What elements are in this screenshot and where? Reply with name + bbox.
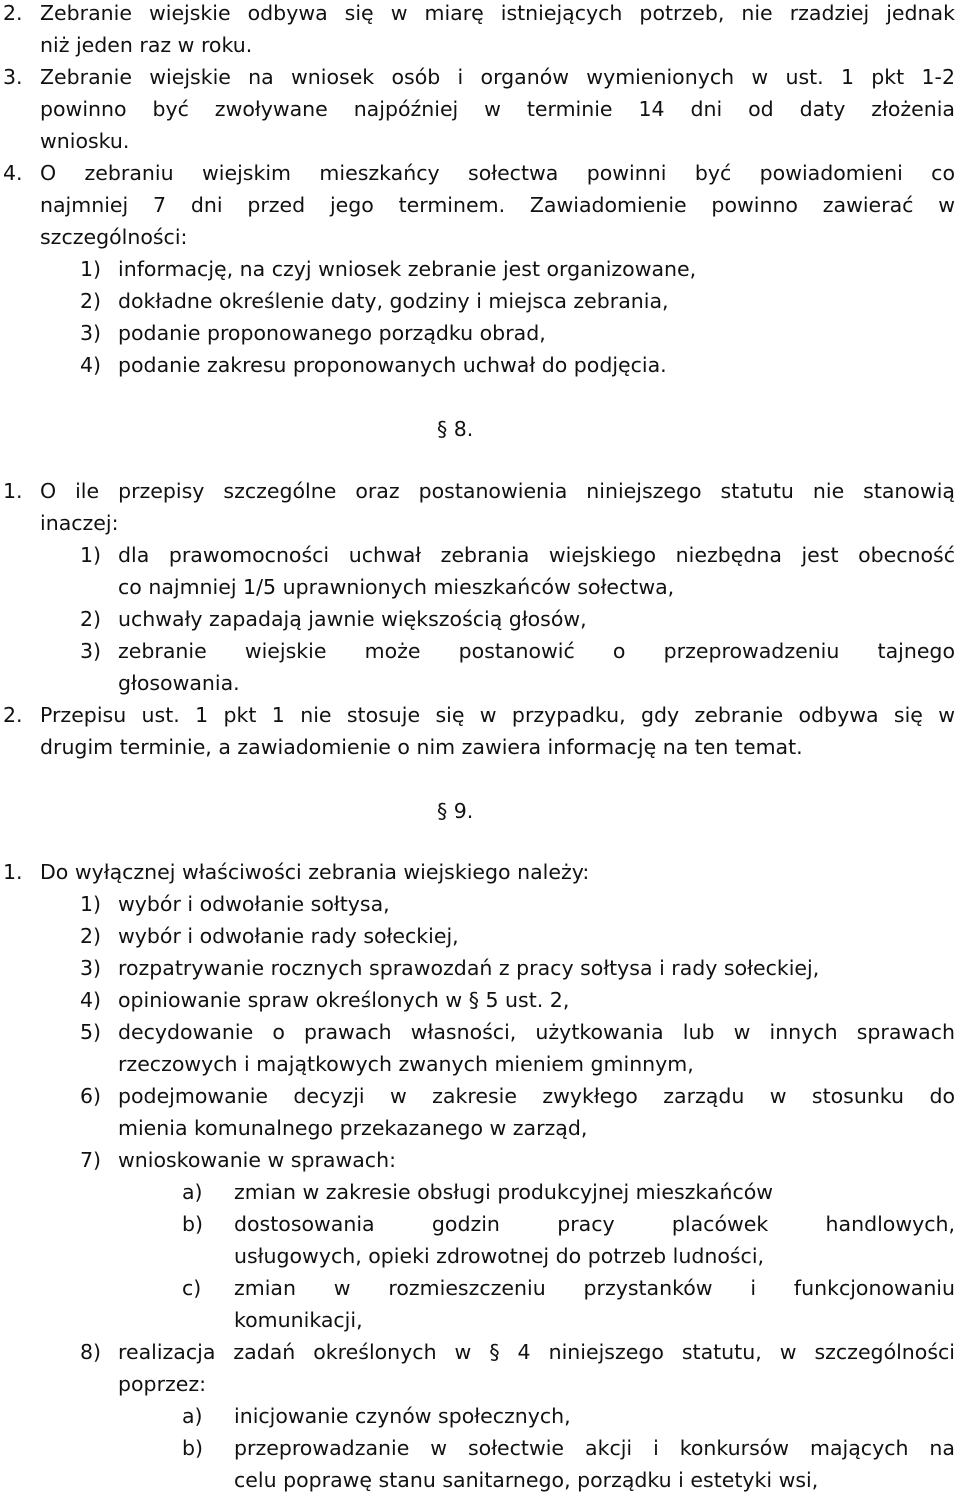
paragraph-line: Zebranie wiejskie odbywa się w miarę istniejących potrzeb, nie rzadziej jednak — [40, 1, 955, 25]
point-text: opiniowanie spraw określonych w § 5 ust. 2, — [118, 988, 570, 1012]
point-number: 3) — [80, 321, 102, 345]
subpoint-text: inicjowanie czynów społecznych, — [234, 1404, 571, 1428]
subpoint-text: komunikacji, — [234, 1308, 363, 1332]
paragraph-line: najmniej 7 dni przed jego terminem. Zawiadomienie powinno zawierać w — [40, 193, 955, 217]
item-number: 2. — [3, 703, 23, 727]
point-text: wnioskowanie w sprawach: — [118, 1148, 396, 1172]
item-number: 2. — [3, 1, 23, 25]
point-text: wybór i odwołanie sołtysa, — [118, 892, 390, 916]
paragraph-line: Przepisu ust. 1 pkt 1 nie stosuje się w przypadku, gdy zebranie odbywa się w — [40, 703, 955, 727]
point-text: podejmowanie decyzji w zakresie zwykłego zarządu w stosunku do — [118, 1084, 955, 1108]
subpoint-text: dostosowania godzin pracy placówek handlowych, — [234, 1212, 955, 1236]
subpoint-letter: b) — [182, 1212, 204, 1236]
section-heading: § 8. — [437, 417, 474, 441]
point-text: realizacja zadań określonych w § 4 niniejszego statutu, w szczególności — [118, 1340, 955, 1364]
point-text: co najmniej 1/5 uprawnionych mieszkańców sołectwa, — [118, 575, 675, 599]
point-number: 6) — [80, 1084, 102, 1108]
point-number: 7) — [80, 1148, 102, 1172]
paragraph-line: Zebranie wiejskie na wniosek osób i organów wymienionych w ust. 1 pkt 1-2 — [40, 65, 955, 89]
section-heading: § 9. — [437, 799, 474, 823]
subpoint-text: zmian w zakresie obsługi produkcyjnej mieszkańców — [234, 1180, 774, 1204]
point-number: 3) — [80, 956, 102, 980]
item-number: 1. — [3, 860, 23, 884]
paragraph-line: drugim terminie, a zawiadomienie o nim zawiera informację na ten temat. — [40, 735, 803, 759]
paragraph-line: Do wyłącznej właściwości zebrania wiejskiego należy: — [40, 860, 590, 884]
paragraph-line: niż jeden raz w roku. — [40, 33, 253, 57]
paragraph-line: wniosku. — [40, 129, 130, 153]
item-number: 3. — [3, 65, 23, 89]
point-number: 1) — [80, 543, 102, 567]
point-text: poprzez: — [118, 1372, 207, 1396]
point-text: głosowania. — [118, 671, 240, 695]
subpoint-letter: a) — [182, 1180, 203, 1204]
point-number: 1) — [80, 892, 102, 916]
point-number: 2) — [80, 607, 102, 631]
point-text: informację, na czyj wniosek zebranie jest organizowane, — [118, 257, 697, 281]
point-text: dokładne określenie daty, godziny i miejsca zebrania, — [118, 289, 669, 313]
point-number: 4) — [80, 988, 102, 1012]
subpoint-text: zmian w rozmieszczeniu przystanków i funkcjonowaniu — [234, 1276, 955, 1300]
paragraph-line: O zebraniu wiejskim mieszkańcy sołectwa powinni być powiadomieni co — [40, 161, 955, 185]
item-number: 1. — [3, 479, 23, 503]
point-text: podanie zakresu proponowanych uchwał do podjęcia. — [118, 353, 667, 377]
paragraph-line: szczególności: — [40, 225, 188, 249]
point-number: 4) — [80, 353, 102, 377]
point-text: dla prawomocności uchwał zebrania wiejskiego niezbędna jest obecność — [118, 543, 955, 567]
paragraph-line: inaczej: — [40, 511, 119, 535]
point-number: 1) — [80, 257, 102, 281]
paragraph-line: powinno być zwoływane najpóźniej w terminie 14 dni od daty złożenia — [40, 97, 955, 121]
point-text: decydowanie o prawach własności, użytkowania lub w innych sprawach — [118, 1020, 955, 1044]
subpoint-letter: c) — [182, 1276, 202, 1300]
point-number: 3) — [80, 639, 102, 663]
point-number: 5) — [80, 1020, 102, 1044]
point-number: 2) — [80, 289, 102, 313]
paragraph-line: O ile przepisy szczególne oraz postanowienia niniejszego statutu nie stanowią — [40, 479, 955, 503]
point-text: zebranie wiejskie może postanowić o przeprowadzeniu tajnego — [118, 639, 955, 663]
point-text: mienia komunalnego przekazanego w zarząd, — [118, 1116, 588, 1140]
point-text: podanie proponowanego porządku obrad, — [118, 321, 546, 345]
subpoint-letter: a) — [182, 1404, 203, 1428]
point-text: rzeczowych i majątkowych zwanych mieniem gminnym, — [118, 1052, 694, 1076]
point-number: 8) — [80, 1340, 102, 1364]
point-number: 2) — [80, 924, 102, 948]
subpoint-text: usługowych, opieki zdrowotnej do potrzeb ludności, — [234, 1244, 765, 1268]
point-text: uchwały zapadają jawnie większością głosów, — [118, 607, 587, 631]
item-number: 4. — [3, 161, 23, 185]
point-text: wybór i odwołanie rady sołeckiej, — [118, 924, 459, 948]
subpoint-text: przeprowadzanie w sołectwie akcji i konkursów mających na — [234, 1436, 955, 1460]
subpoint-letter: b) — [182, 1436, 204, 1460]
point-text: rozpatrywanie rocznych sprawozdań z pracy sołtysa i rady sołeckiej, — [118, 956, 820, 980]
subpoint-text: celu poprawę stanu sanitarnego, porządku i estetyki wsi, — [234, 1468, 819, 1492]
